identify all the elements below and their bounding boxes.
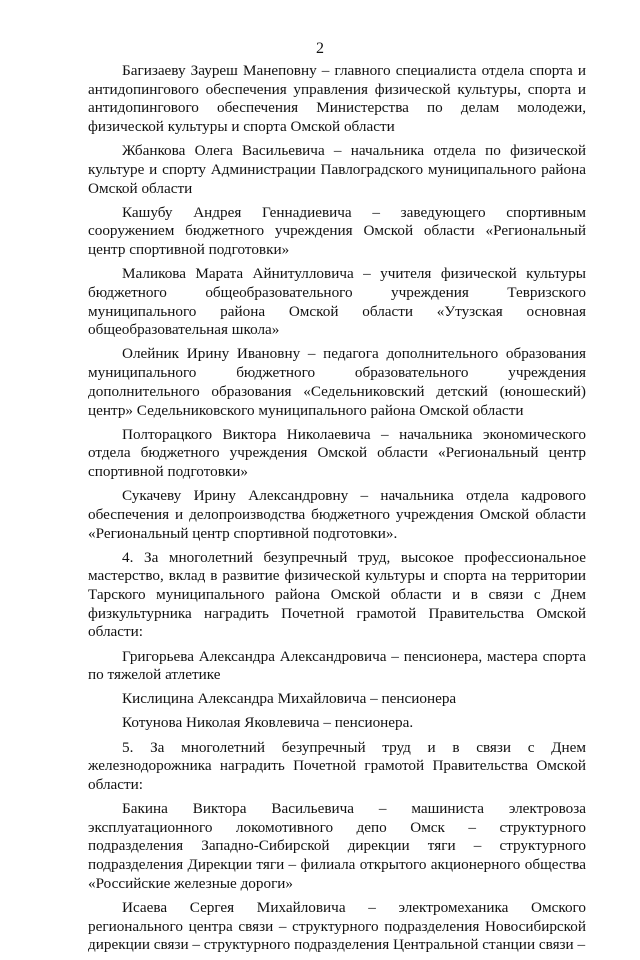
document-body xyxy=(88,62,586,960)
award-paragraph: Олейник Ирину Ивановну – педагога дополнительного образования муниципального бюджетного образовательного учреждения дополнительного образования «Седельниковский детский (юношеский) центр» Седельниковского муниципального района Омской области xyxy=(88,345,586,419)
award-paragraph: Кашубу Андрея Геннадиевича – заведующего спортивным сооружением бюджетного учреждения Омской области «Региональный центр спортивной подготовки» xyxy=(88,203,586,259)
numbered-clause: 5. За многолетний безупречный труд и в связи с Днем железнодорожника наградить Почетной грамотой Правительства Омской области: xyxy=(88,738,586,793)
award-paragraph: Котунова Николая Яковлевича – пенсионера. xyxy=(122,714,414,732)
award-paragraph: Жбанкова Олега Васильевича – начальника отдела по физической культуре и спорту Администрации Павлоградского муниципального района Омской области xyxy=(88,142,586,197)
award-paragraph: Бакина Виктора Васильевича – машиниста электровоза эксплуатационного локомотивного депо Омск – структурного подразделения Западно-Сибирской дирекции тяги – структурного подразделения Дирекции тяги – филиала открытого акционерного общества «Российские железные дороги» xyxy=(88,800,586,892)
numbered-clause: 4. За многолетний безупречный труд, высокое профессиональное мастерство, вклад в развитие физической культуры и спорта на территории Тарского муниципального района Омской области и в связи с Днем физкультурника наградить Почетной грамотой Правительства Омской области: xyxy=(88,548,586,641)
award-paragraph: Полторацкого Виктора Николаевича – начальника экономического отдела бюджетного учреждения Омской области «Региональный центр спортивной подготовки» xyxy=(88,425,586,481)
award-paragraph: Багизаеву Зауреш Манеповну – главного специалиста отдела спорта и антидопингового обеспечения управления физической культуры, спорта и антидопингового обеспечения Министерства по делам молодежи, физической культуры и спорта Омской области xyxy=(88,62,586,136)
award-paragraph: Маликова Марата Айнитулловича – учителя физической культуры бюджетного общеобразовательного учреждения Тевризского муниципального района Омской области «Утузская основная общеобразовательная школа» xyxy=(88,265,586,339)
award-paragraph: Сукачеву Ирину Александровну – начальника отдела кадрового обеспечения и делопроизводства бюджетного учреждения Омской области «Региональный центр спортивной подготовки». xyxy=(88,487,586,542)
award-paragraph: Исаева Сергея Михайловича – электромеханика Омского регионального центра связи – структурного подразделения Новосибирской дирекции связи – структурного подразделения Центральной станции связи – xyxy=(88,898,586,954)
award-paragraph: Григорьева Александра Александровича – пенсионера, мастера спорта по тяжелой атлетике xyxy=(88,647,586,684)
award-paragraph: Кислицина Александра Михайловича – пенсионера xyxy=(122,690,457,708)
page-number: 2 xyxy=(316,40,324,57)
